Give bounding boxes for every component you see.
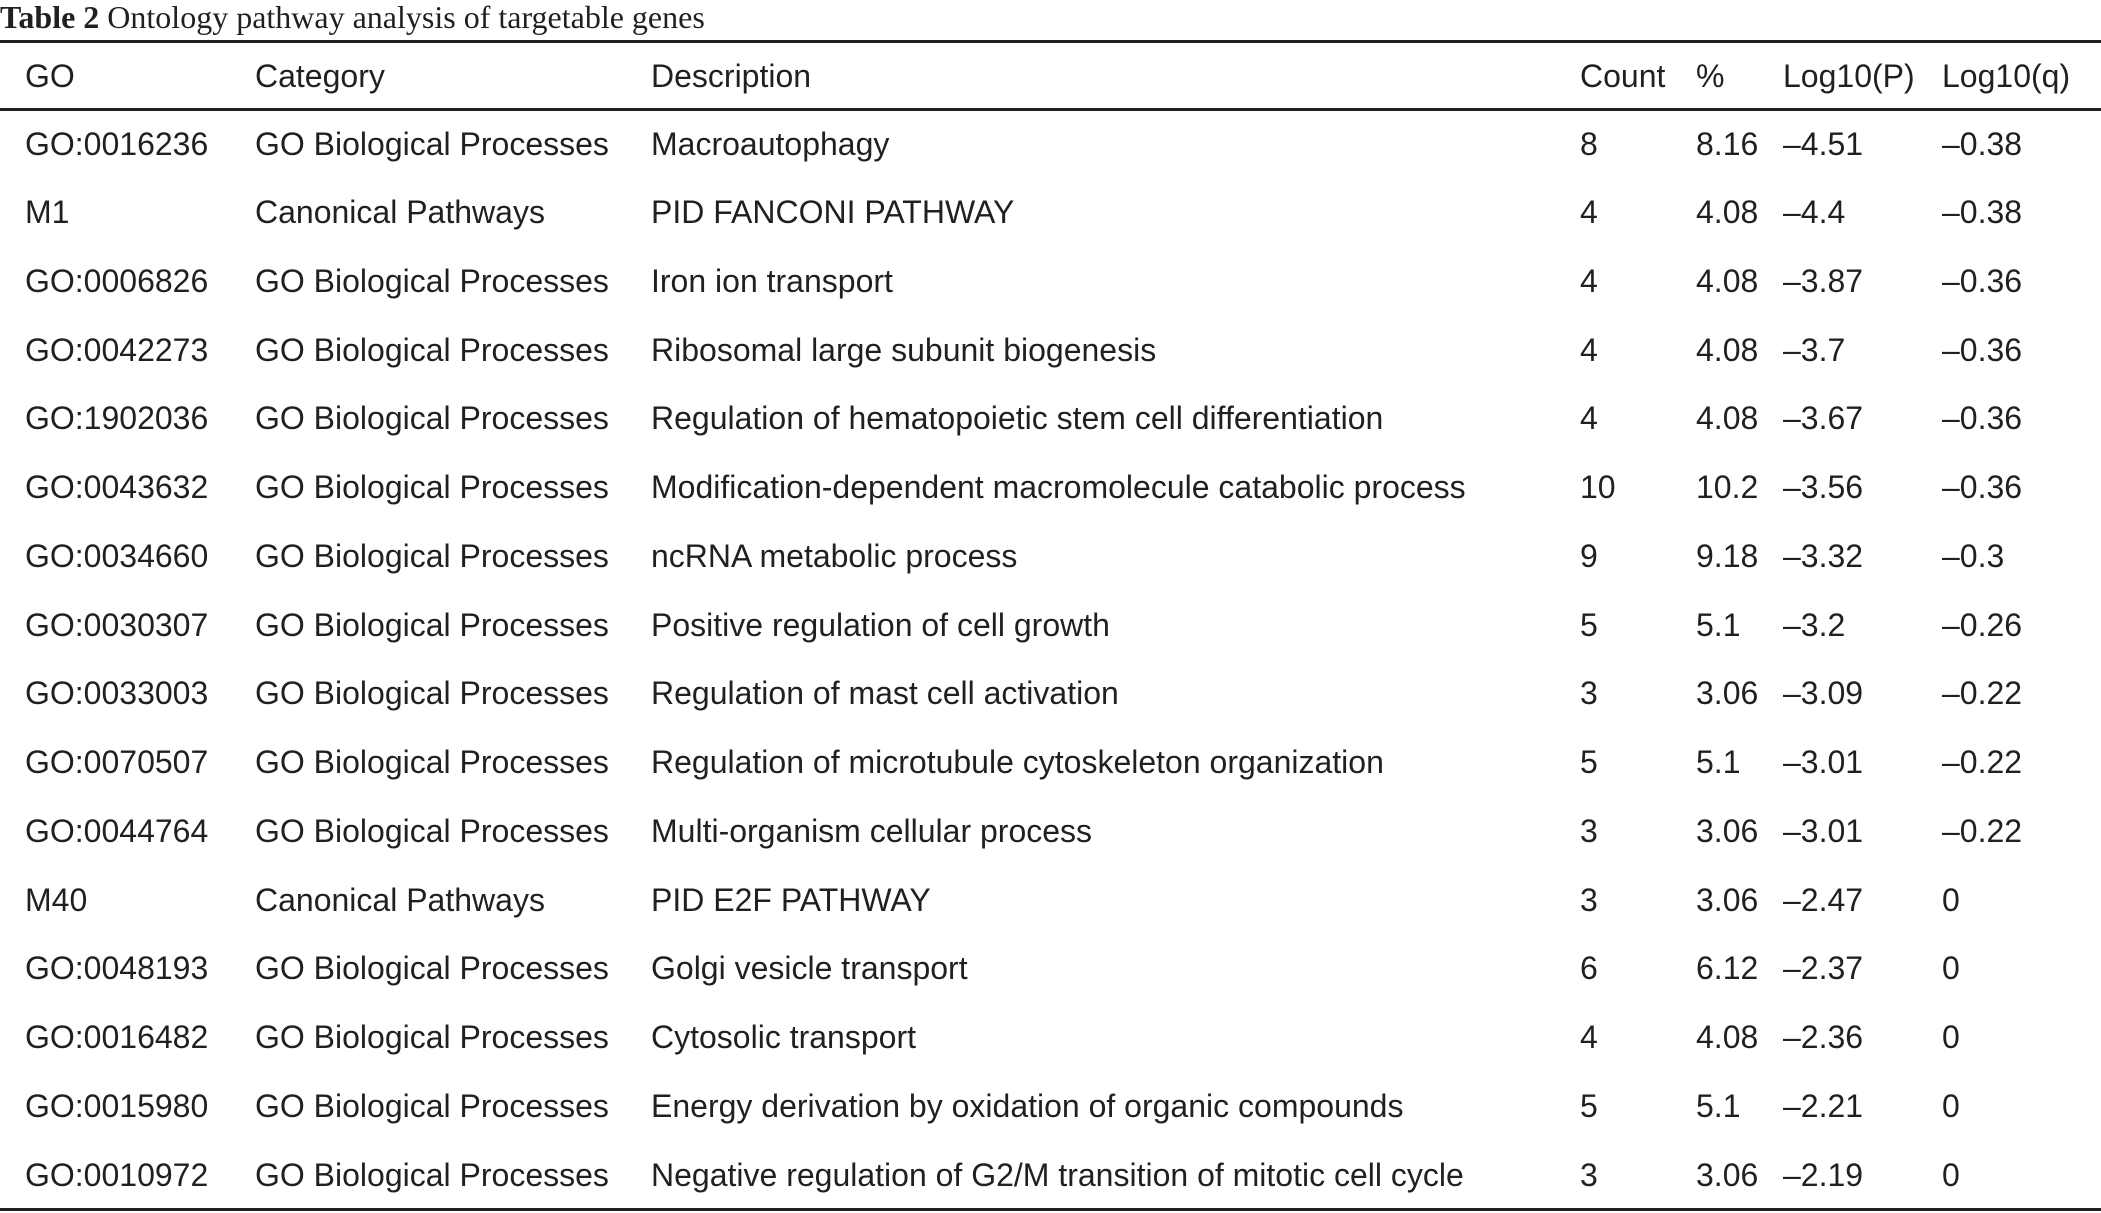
log10-q-cell: –0.3 [1942, 537, 2005, 574]
go-id-cell: GO:0016482 [25, 1019, 209, 1056]
header-row [0, 43, 2101, 109]
go-id-cell: GO:0006826 [25, 262, 209, 299]
log10-p-cell: –3.01 [1783, 812, 1864, 849]
count-cell: 9 [1580, 537, 1598, 574]
table-row [0, 865, 2101, 934]
log10-p-cell: –4.4 [1783, 194, 1846, 231]
header-description: Description [651, 58, 812, 94]
table-row [0, 1003, 2101, 1072]
log10-q-cell: –0.22 [1942, 744, 2023, 781]
log10-p-cell: –3.01 [1783, 744, 1864, 781]
category-cell: GO Biological Processes [255, 262, 609, 299]
category-cell: GO Biological Processes [255, 537, 609, 574]
go-id-cell: GO:0044764 [25, 812, 209, 849]
description-cell: Iron ion transport [651, 262, 893, 299]
table-row [0, 453, 2101, 522]
percent-cell: 5.1 [1696, 744, 1741, 781]
description-cell: Golgi vesicle transport [651, 950, 968, 987]
category-cell: GO Biological Processes [255, 606, 609, 643]
description-cell: PID E2F PATHWAY [651, 881, 931, 918]
table-header [0, 43, 2101, 109]
count-cell: 8 [1580, 126, 1598, 163]
go-id-cell: GO:0070507 [25, 744, 209, 781]
log10-q-cell: –0.36 [1942, 331, 2023, 368]
category-cell: GO Biological Processes [255, 812, 609, 849]
category-cell: GO Biological Processes [255, 744, 609, 781]
table-row [0, 522, 2101, 591]
log10-q-cell: –0.38 [1942, 194, 2023, 231]
category-cell: GO Biological Processes [255, 331, 609, 368]
category-cell: GO Biological Processes [255, 1087, 609, 1124]
category-cell: GO Biological Processes [255, 675, 609, 712]
percent-cell: 8.16 [1696, 126, 1759, 163]
header-percent: % [1696, 58, 1725, 94]
description-cell: Negative regulation of G2/M transition of mitotic cell cycle [651, 1156, 1464, 1193]
category-cell: GO Biological Processes [255, 126, 609, 163]
percent-cell: 4.08 [1696, 331, 1759, 368]
percent-cell: 3.06 [1696, 812, 1759, 849]
log10-p-cell: –2.36 [1783, 1019, 1864, 1056]
table-row [0, 109, 2101, 178]
count-cell: 3 [1580, 1156, 1598, 1193]
header-count: Count [1580, 58, 1666, 94]
go-id-cell: GO:0048193 [25, 950, 209, 987]
go-id-cell: GO:0016236 [25, 126, 209, 163]
log10-p-cell: –2.37 [1783, 950, 1864, 987]
count-cell: 3 [1580, 812, 1598, 849]
table-row [0, 728, 2101, 797]
table-row [0, 590, 2101, 659]
table-row [0, 178, 2101, 247]
log10-q-cell: –0.36 [1942, 400, 2023, 437]
go-id-cell: M1 [25, 194, 70, 231]
go-id-cell: GO:0042273 [25, 331, 209, 368]
description-cell: Regulation of mast cell activation [651, 675, 1119, 712]
count-cell: 6 [1580, 950, 1598, 987]
log10-p-cell: –2.19 [1783, 1156, 1864, 1193]
description-cell: Regulation of hematopoietic stem cell differentiation [651, 400, 1384, 437]
header-log10-q: Log10(q) [1942, 58, 2071, 94]
description-cell: Modification-dependent macromolecule catabolic process [651, 469, 1466, 506]
go-id-cell: GO:0010972 [25, 1156, 209, 1193]
category-cell: GO Biological Processes [255, 400, 609, 437]
log10-q-cell: 0 [1942, 1156, 1960, 1193]
go-id-cell: M40 [25, 881, 88, 918]
log10-p-cell: –3.56 [1783, 469, 1864, 506]
percent-cell: 10.2 [1696, 469, 1759, 506]
description-cell: Macroautophagy [651, 126, 890, 163]
percent-cell: 3.06 [1696, 1156, 1759, 1193]
category-cell: GO Biological Processes [255, 950, 609, 987]
count-cell: 5 [1580, 606, 1598, 643]
description-cell: Ribosomal large subunit biogenesis [651, 331, 1157, 368]
log10-q-cell: 0 [1942, 950, 1960, 987]
count-cell: 4 [1580, 194, 1598, 231]
go-id-cell: GO:0033003 [25, 675, 209, 712]
table-row [0, 659, 2101, 728]
log10-q-cell: –0.22 [1942, 812, 2023, 849]
header-category: Category [255, 58, 385, 94]
category-cell: Canonical Pathways [255, 194, 545, 231]
table-row [0, 315, 2101, 384]
log10-p-cell: –3.67 [1783, 400, 1864, 437]
go-id-cell: GO:0030307 [25, 606, 209, 643]
percent-cell: 6.12 [1696, 950, 1759, 987]
table-row [0, 384, 2101, 453]
table-caption [0, 0, 705, 40]
log10-p-cell: –2.47 [1783, 881, 1864, 918]
description-cell: PID FANCONI PATHWAY [651, 194, 1015, 231]
description-cell: ncRNA metabolic process [651, 537, 1018, 574]
go-id-cell: GO:1902036 [25, 400, 209, 437]
category-cell: GO Biological Processes [255, 469, 609, 506]
percent-cell: 5.1 [1696, 1087, 1741, 1124]
category-cell: GO Biological Processes [255, 1156, 609, 1193]
percent-cell: 4.08 [1696, 194, 1759, 231]
table-row [0, 247, 2101, 316]
log10-q-cell: –0.38 [1942, 126, 2023, 163]
description-cell: Regulation of microtubule cytoskeleton organization [651, 744, 1384, 781]
log10-p-cell: –3.09 [1783, 675, 1864, 712]
count-cell: 4 [1580, 400, 1598, 437]
percent-cell: 3.06 [1696, 675, 1759, 712]
log10-q-cell: 0 [1942, 881, 1960, 918]
log10-p-cell: –2.21 [1783, 1087, 1864, 1124]
go-id-cell: GO:0015980 [25, 1087, 209, 1124]
count-cell: 5 [1580, 744, 1598, 781]
description-cell: Multi-organism cellular process [651, 812, 1093, 849]
ontology-table [0, 43, 2101, 1209]
log10-p-cell: –3.87 [1783, 262, 1864, 299]
table-caption-label: Table 2 [0, 0, 100, 35]
log10-q-cell: 0 [1942, 1019, 1960, 1056]
count-cell: 4 [1580, 331, 1598, 368]
table-row [0, 1140, 2101, 1209]
log10-p-cell: –3.2 [1783, 606, 1846, 643]
table-row [0, 934, 2101, 1003]
header-go: GO [25, 58, 75, 94]
count-cell: 10 [1580, 469, 1616, 506]
log10-p-cell: –4.51 [1783, 126, 1864, 163]
log10-q-cell: –0.22 [1942, 675, 2023, 712]
percent-cell: 4.08 [1696, 262, 1759, 299]
percent-cell: 4.08 [1696, 400, 1759, 437]
header-log10-p: Log10(P) [1783, 58, 1915, 94]
log10-q-cell: –0.26 [1942, 606, 2023, 643]
go-id-cell: GO:0034660 [25, 537, 209, 574]
percent-cell: 9.18 [1696, 537, 1759, 574]
count-cell: 5 [1580, 1087, 1598, 1124]
table-row [0, 797, 2101, 866]
go-id-cell: GO:0043632 [25, 469, 209, 506]
percent-cell: 5.1 [1696, 606, 1741, 643]
description-cell: Positive regulation of cell growth [651, 606, 1110, 643]
count-cell: 4 [1580, 262, 1598, 299]
log10-q-cell: –0.36 [1942, 262, 2023, 299]
log10-q-cell: –0.36 [1942, 469, 2023, 506]
count-cell: 4 [1580, 1019, 1598, 1056]
percent-cell: 3.06 [1696, 881, 1759, 918]
table-body [0, 109, 2101, 1209]
percent-cell: 4.08 [1696, 1019, 1759, 1056]
description-cell: Cytosolic transport [651, 1019, 916, 1056]
table-caption-text: Ontology pathway analysis of targetable genes [99, 0, 705, 35]
category-cell: GO Biological Processes [255, 1019, 609, 1056]
log10-p-cell: –3.7 [1783, 331, 1846, 368]
table-row [0, 1072, 2101, 1141]
log10-q-cell: 0 [1942, 1087, 1960, 1124]
count-cell: 3 [1580, 881, 1598, 918]
log10-p-cell: –3.32 [1783, 537, 1864, 574]
category-cell: Canonical Pathways [255, 881, 545, 918]
description-cell: Energy derivation by oxidation of organic compounds [651, 1087, 1404, 1124]
count-cell: 3 [1580, 675, 1598, 712]
